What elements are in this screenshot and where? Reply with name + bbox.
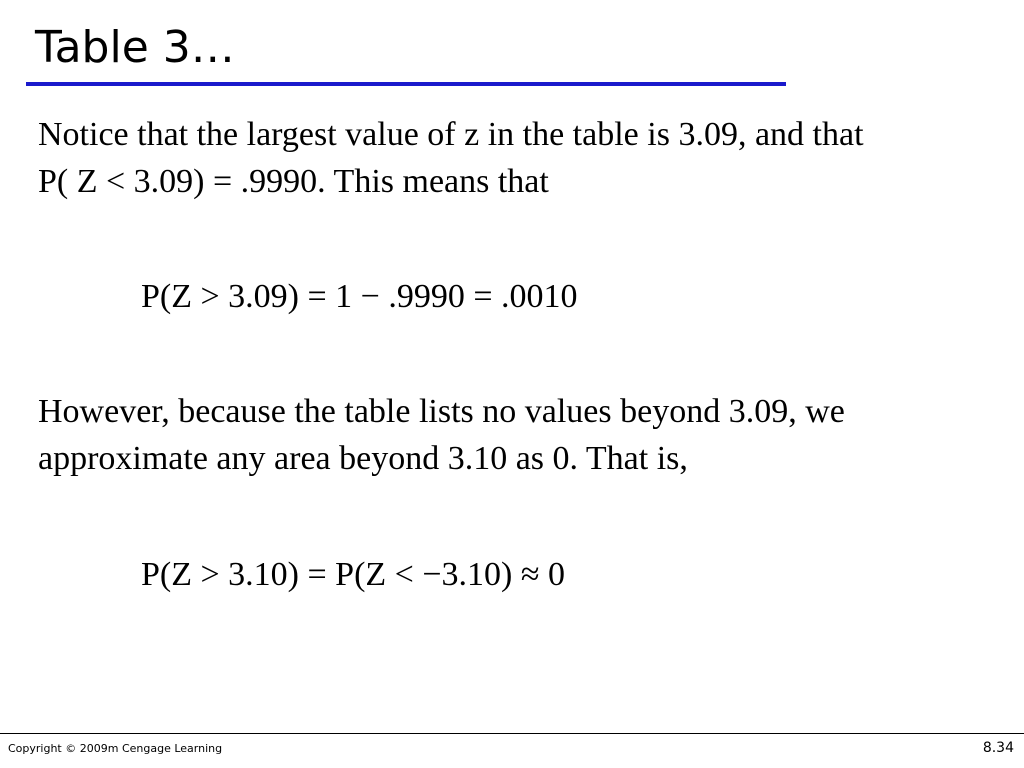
footer-copyright: Copyright © 2009m Cengage Learning bbox=[8, 742, 223, 755]
body-paragraph-2 bbox=[38, 388, 1013, 482]
slide-number: 8.34 bbox=[982, 740, 1014, 756]
paragraph-2-line-2: approximate any area beyond 3.10 as 0. That is, bbox=[38, 440, 688, 477]
title-underline bbox=[26, 82, 786, 86]
equation-1: P(Z > 3.09) = 1 − .9990 = .0010 bbox=[141, 278, 578, 315]
paragraph-2-line-1: However, because the table lists no values beyond 3.09, we bbox=[38, 393, 845, 430]
body-paragraph-1 bbox=[38, 111, 1013, 205]
paragraph-1-line-2: P( Z < 3.09) = .9990. This means that bbox=[38, 163, 549, 200]
slide-title: Table 3… bbox=[35, 22, 235, 73]
footer-divider bbox=[0, 733, 1024, 734]
equation-2: P(Z > 3.10) = P(Z < −3.10) ≈ 0 bbox=[141, 556, 566, 593]
paragraph-1-line-1: Notice that the largest value of z in the table is 3.09, and that bbox=[38, 116, 864, 153]
